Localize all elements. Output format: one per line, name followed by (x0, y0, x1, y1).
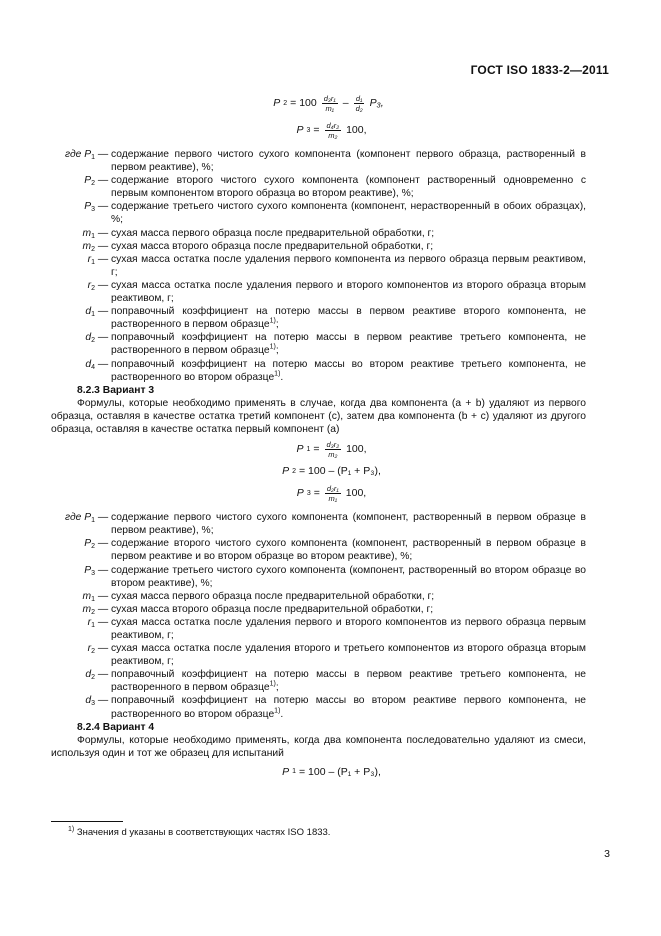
definition-text: содержание третьего чистого сухого компонента (компонент, растворенный во втором образце во втором реактиве), %; (111, 564, 586, 589)
definition-symbol: $P_3$ (84, 201, 95, 214)
definition-item (51, 227, 586, 240)
definition-item (51, 694, 586, 720)
footnote-divider (51, 821, 123, 822)
definition-dash: — (97, 253, 109, 265)
definition-symbol: $r_2$ (87, 279, 95, 292)
definition-symbol: $P_2$ (84, 175, 95, 188)
definition-text: поправочный коэффициент на потерю массы во втором реактиве первого компонента, не растворенного во втором образце$^{1)}$. (111, 695, 586, 720)
definition-symbol: $d_1$ (85, 306, 95, 319)
definition-text: сухая масса остатка после удаления второго и третьего компонентов из второго образца вторым реактивом, г; (111, 643, 586, 668)
definition-dash: — (97, 603, 109, 615)
fraction: $\frac{\text{d₂r₁}}{\text{m₁}}$ (326, 484, 339, 504)
definition-dash: — (97, 669, 109, 681)
definition-item (51, 642, 586, 668)
definition-dash: — (97, 538, 109, 550)
definition-text: содержание второго чистого сухого компонента (компонент растворенный одновременно с первым компонентом второго образца во втором реактиве), %; (111, 175, 586, 200)
definition-symbol: $m_2$ (82, 240, 95, 253)
definition-symbol: $m_2$ (82, 603, 95, 616)
definition-symbol: $d_3$ (85, 695, 95, 708)
main-content (51, 84, 586, 779)
definition-symbol: $r_2$ (87, 643, 95, 656)
definition-symbol: $P_2$ (84, 538, 95, 551)
definition-item (51, 253, 586, 279)
definition-dash: — (97, 332, 109, 344)
section-8-2-4-title: 8.2.4 Вариант 4 (77, 721, 155, 733)
formula-p1-mid: P 1 = $\frac{\text{d₃r₂}}{\text{m₂}}$ 100, (296, 440, 367, 460)
fraction: $\frac{\text{d₃r₂}}{\text{m₂}}$ (326, 440, 340, 460)
section-8-2-3-paragraph: Формулы, которые необходимо применять в случае, когда два компонента (a + b) удаляют из первого образца, оставляя в качестве остатка третий компонент (c), затем два компонента (b + c) удаляют из другого образца, оставляя в качестве остатка первый компонент (a) (51, 397, 586, 435)
definition-dash: — (97, 279, 109, 291)
definition-dash: — (97, 201, 109, 213)
definition-symbol: $m_1$ (82, 590, 95, 603)
definition-item (51, 148, 586, 174)
definition-dash: — (97, 590, 109, 602)
definition-text: сухая масса второго образца после предварительной обработки, г; (111, 240, 434, 252)
definition-symbol: $r_1$ (87, 616, 95, 629)
definition-dash: — (97, 306, 109, 318)
definition-item (51, 240, 586, 253)
definition-dash: — (97, 512, 109, 524)
definition-text: содержание первого чистого сухого компонента (компонент первого образца, растворенный в первом реактиве), %; (111, 149, 586, 174)
formula-p3-mid: P 3 = $\frac{\text{d₂r₁}}{\text{m₁}}$ 100, (296, 484, 367, 504)
section-8-2-3-title: 8.2.3 Вариант 3 (77, 384, 155, 396)
definition-dash: — (97, 564, 109, 576)
definition-symbol: $r_1$ (87, 253, 95, 266)
page-number: 3 (604, 848, 610, 860)
formula-p3-top: P 3 = $\frac{\text{d₄r₂}}{\text{m₂}}$ 100, (296, 121, 367, 140)
definition-text: содержание первого чистого сухого компонента (компонент, растворенный в первом образце в первом реактиве), %; (111, 512, 586, 537)
footnote-text: Значения d указаны в соответствующих частях ISO 1833. (76, 827, 331, 838)
formula-p1-bottom: P 1 = 100 – (P₁ + P₃), (282, 765, 381, 778)
fraction: $\frac{\text{d₃r₁}}{\text{m₁}}$ (323, 94, 336, 113)
definition-item (51, 537, 586, 563)
definition-item (51, 200, 586, 226)
definition-symbol: где $P_1$ (64, 512, 95, 525)
definitions-list-1 (51, 148, 586, 384)
definition-item (51, 174, 586, 200)
definition-item (51, 564, 586, 590)
footnote (68, 826, 330, 839)
section-8-2-4-paragraph: Формулы, которые необходимо применять, когда два компонента последовательно удаляют из смеси, используя один и тот же образец для испытаний (51, 734, 586, 759)
definition-text: поправочный коэффициент на потерю массы в первом реактиве второго компонента, не растворенного в первом образце$^{1)}$; (111, 306, 586, 331)
definition-text: сухая масса первого образца после предварительной обработки, г; (111, 590, 435, 602)
definition-item (51, 616, 586, 642)
definition-item (51, 603, 586, 616)
definition-item (51, 305, 586, 331)
definition-item (51, 590, 586, 603)
definition-dash: — (97, 240, 109, 252)
definition-text: сухая масса второго образца после предварительной обработки, г; (111, 603, 434, 615)
definition-dash: — (97, 227, 109, 239)
footnote-mark: 1) (68, 825, 75, 833)
definition-text: сухая масса остатка после удаления первого и второго компонентов из первого образца первым реактивом, г; (111, 616, 586, 641)
definition-symbol: $P_3$ (84, 564, 95, 577)
definition-text: поправочный коэффициент на потерю массы во втором реактиве третьего компонента, не растворенного во втором образце$^{1)}$. (111, 358, 586, 383)
definitions-list-2 (51, 511, 586, 721)
definition-symbol: $d_2$ (85, 332, 95, 345)
fraction: $\frac{\text{d₄r₂}}{\text{m₂}}$ (326, 121, 340, 140)
definition-dash: — (97, 616, 109, 628)
definition-text: содержание второго чистого сухого компонента (компонент, растворенный в первом образце в первом реактиве и во втором образце во втором реактиве), %; (111, 538, 586, 563)
definition-text: сухая масса остатка после удаления первого компонента из первого образца первым реактивом, г; (111, 253, 586, 278)
definition-symbol: $d_2$ (85, 669, 95, 682)
definition-text: сухая масса остатка после удаления первого и второго компонентов из второго образца вторым реактивом, г; (111, 279, 586, 305)
definition-text: поправочный коэффициент на потерю массы в первом реактиве третьего компонента, не растворенного в первом образце$^{1)}$; (111, 332, 586, 357)
definition-dash: — (97, 149, 109, 160)
formula-p2-mid: P 2 = 100 – (P₁ + P₃), (282, 465, 381, 478)
definition-text: сухая масса первого образца после предварительной обработки, г; (111, 227, 435, 239)
definition-dash: — (97, 358, 109, 370)
definition-text: содержание третьего чистого сухого компонента (компонент, нерастворенный в обоих образцах), %; (111, 201, 586, 226)
definition-dash: — (97, 695, 109, 707)
definition-item (51, 331, 586, 357)
document-code: ГОСТ ISO 1833-2—2011 (470, 63, 609, 77)
definition-item (51, 668, 586, 694)
definition-symbol: где $P_1$ (64, 149, 95, 161)
definition-item (51, 279, 586, 305)
definition-text: поправочный коэффициент на потерю массы в первом реактиве третьего компонента, не растворенного в первом образце$^{1)}$; (111, 669, 586, 694)
fraction: $\frac{\text{d₁}}{\text{d₂}}$ (355, 94, 363, 113)
definition-dash: — (97, 643, 109, 655)
definition-item (51, 358, 586, 384)
definition-symbol: $m_1$ (82, 227, 95, 240)
formula-p2-top: P 2 = 100 $\frac{\text{d₃r₁}}{\text{m₁}}$ – $\frac{\text{d₁}}{\text{d₂}}$ P₃, (273, 94, 384, 113)
definition-symbol: $d_4$ (85, 358, 95, 371)
definition-dash: — (97, 175, 109, 187)
definition-item (51, 511, 586, 537)
